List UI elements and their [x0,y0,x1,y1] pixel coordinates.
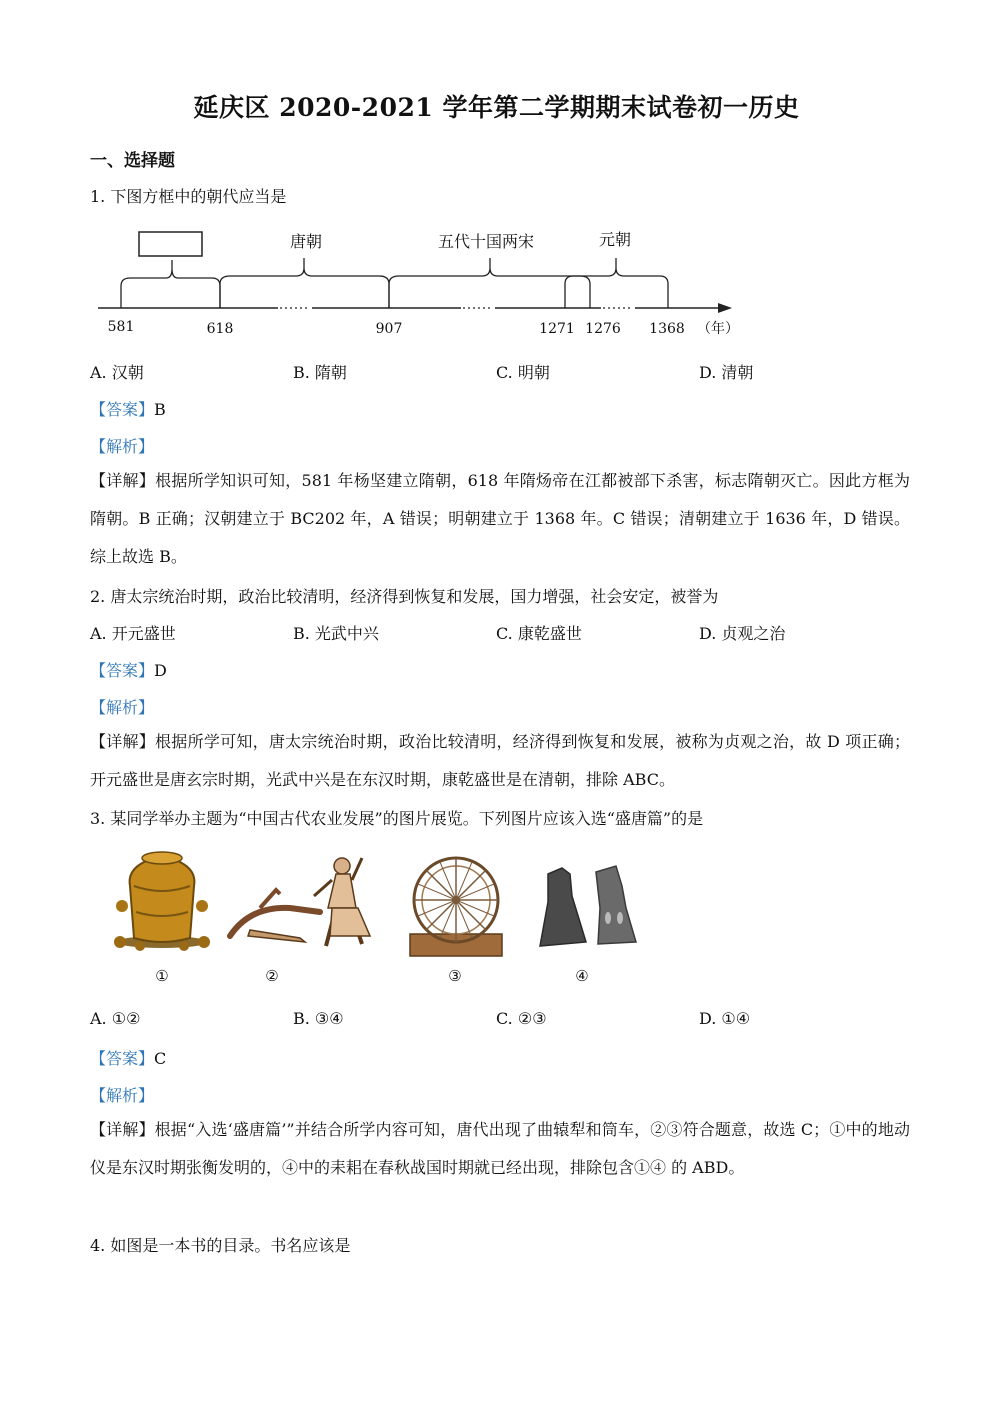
timeline-label-wudai: 五代十国两宋 [437,232,535,251]
q2-option-a: A. 开元盛世 [90,624,176,643]
q3-detail [90,1111,910,1187]
q3-option-a: A. ①② [90,1009,141,1028]
answer-value: C [154,1049,167,1068]
brace-sui [121,260,220,308]
q2-stem: 2. 唐太宗统治时期，政治比较清明，经济得到恢复和发展，国力增强，社会安定，被誉为 [90,587,719,606]
answer-tag: 【答案】 [90,400,155,419]
q3-images-figure [100,846,660,988]
brace-wudai [389,258,590,308]
q3-analysis-tag: 【解析】 [90,1086,155,1105]
q1-timeline-figure [92,222,742,340]
q3-answer [90,1046,166,1069]
detail-tag: 【详解】 [90,732,156,751]
answer-value: D [154,661,167,680]
detail-text: 根据所学可知，唐太宗统治时期，政治比较清明，经济得到恢复和发展，被称为贞观之治，故 D 项正确；开元盛世是唐玄宗时期，光武中兴是在东汉时期，康乾盛世是在清朝，排除 ABC。 [90,732,910,789]
q1-option-a: A. 汉朝 [90,363,144,382]
timeline-label-yuan: 元朝 [598,230,632,249]
timeline-year-581: 581 [107,319,135,335]
q3-image-label-3: ③ [448,967,462,985]
timeline-year-1276: 1276 [585,321,621,337]
q1-answer [90,397,166,420]
q3-stem: 3. 某同学举办主题为“中国古代农业发展”的图片展览。下列图片应该入选“盛唐篇”的是 [90,809,704,828]
q2-options [90,621,910,645]
q3-option-b: B. ③④ [293,1009,344,1028]
timeline-arrow [718,303,732,313]
curved-plough-image [230,858,370,946]
q1-option-c: C. 明朝 [496,363,550,382]
q2-detail [90,723,910,799]
q2-option-c: C. 康乾盛世 [496,624,582,643]
brace-yuan [565,258,668,308]
timeline-year-618: 618 [206,321,234,337]
detail-tag: 【详解】 [90,471,156,490]
q2-answer [90,658,167,681]
q3-option-c: C. ②③ [496,1009,547,1028]
detail-text: 根据所学知识可知，581 年杨坚建立隋朝，618 年隋炀帝在江都被部下杀害，标志隋朝灭亡。因此方框为隋朝。B 正确；汉朝建立于 BC202 年，A 错误；明朝建立于 1368 年。C 错误；清朝建立于 1636 年，D 错误。综上故选 B。 [90,471,910,566]
q2-option-b: B. 光武中兴 [293,624,379,643]
q3-image-label-1: ① [155,967,169,985]
q1-option-b: B. 隋朝 [293,363,347,382]
timeline-blank-box [139,232,202,256]
q3-options [90,1009,910,1033]
page-title: 延庆区 2020-2021 学年第二学期期末试卷初一历史 [193,93,800,122]
q1-options [90,360,910,384]
timeline-year-907: 907 [375,321,403,337]
q1-option-d: D. 清朝 [699,363,754,382]
q3-option-d: D. ①④ [699,1009,751,1028]
timeline-unit: （年） [697,321,739,337]
detail-tag: 【详解】 [90,1120,155,1139]
timeline-year-1271: 1271 [539,321,575,337]
q1-stem: 1. 下图方框中的朝代应当是 [90,187,287,206]
waterwheel-image [410,858,502,956]
answer-tag: 【答案】 [90,1049,155,1068]
timeline-year-1368: 1368 [649,321,685,337]
answer-value: B [154,400,166,419]
q1-analysis-tag: 【解析】 [90,437,155,456]
answer-tag: 【答案】 [90,661,155,680]
q1-detail [90,462,910,576]
seismograph-image [114,852,210,951]
q4-stem: 4. 如图是一本书的目录。书名应该是 [90,1236,351,1255]
section-title: 一、选择题 [90,151,175,171]
leisi-tool-image [540,866,636,946]
detail-text: 根据“入选‘盛唐篇’”并结合所学内容可知，唐代出现了曲辕犁和筒车，②③符合题意，故选 C；①中的地动仪是东汉时期张衡发明的，④中的耒耜在春秋战国时期就已经出现，排除包含①④ 的 ABD。 [90,1120,910,1177]
q2-option-d: D. 贞观之治 [699,624,786,643]
q3-image-label-4: ④ [575,967,589,985]
q3-image-label-2: ② [265,967,279,985]
q2-analysis-tag: 【解析】 [90,698,155,717]
timeline-label-tang: 唐朝 [289,232,323,251]
brace-tang [220,258,389,308]
